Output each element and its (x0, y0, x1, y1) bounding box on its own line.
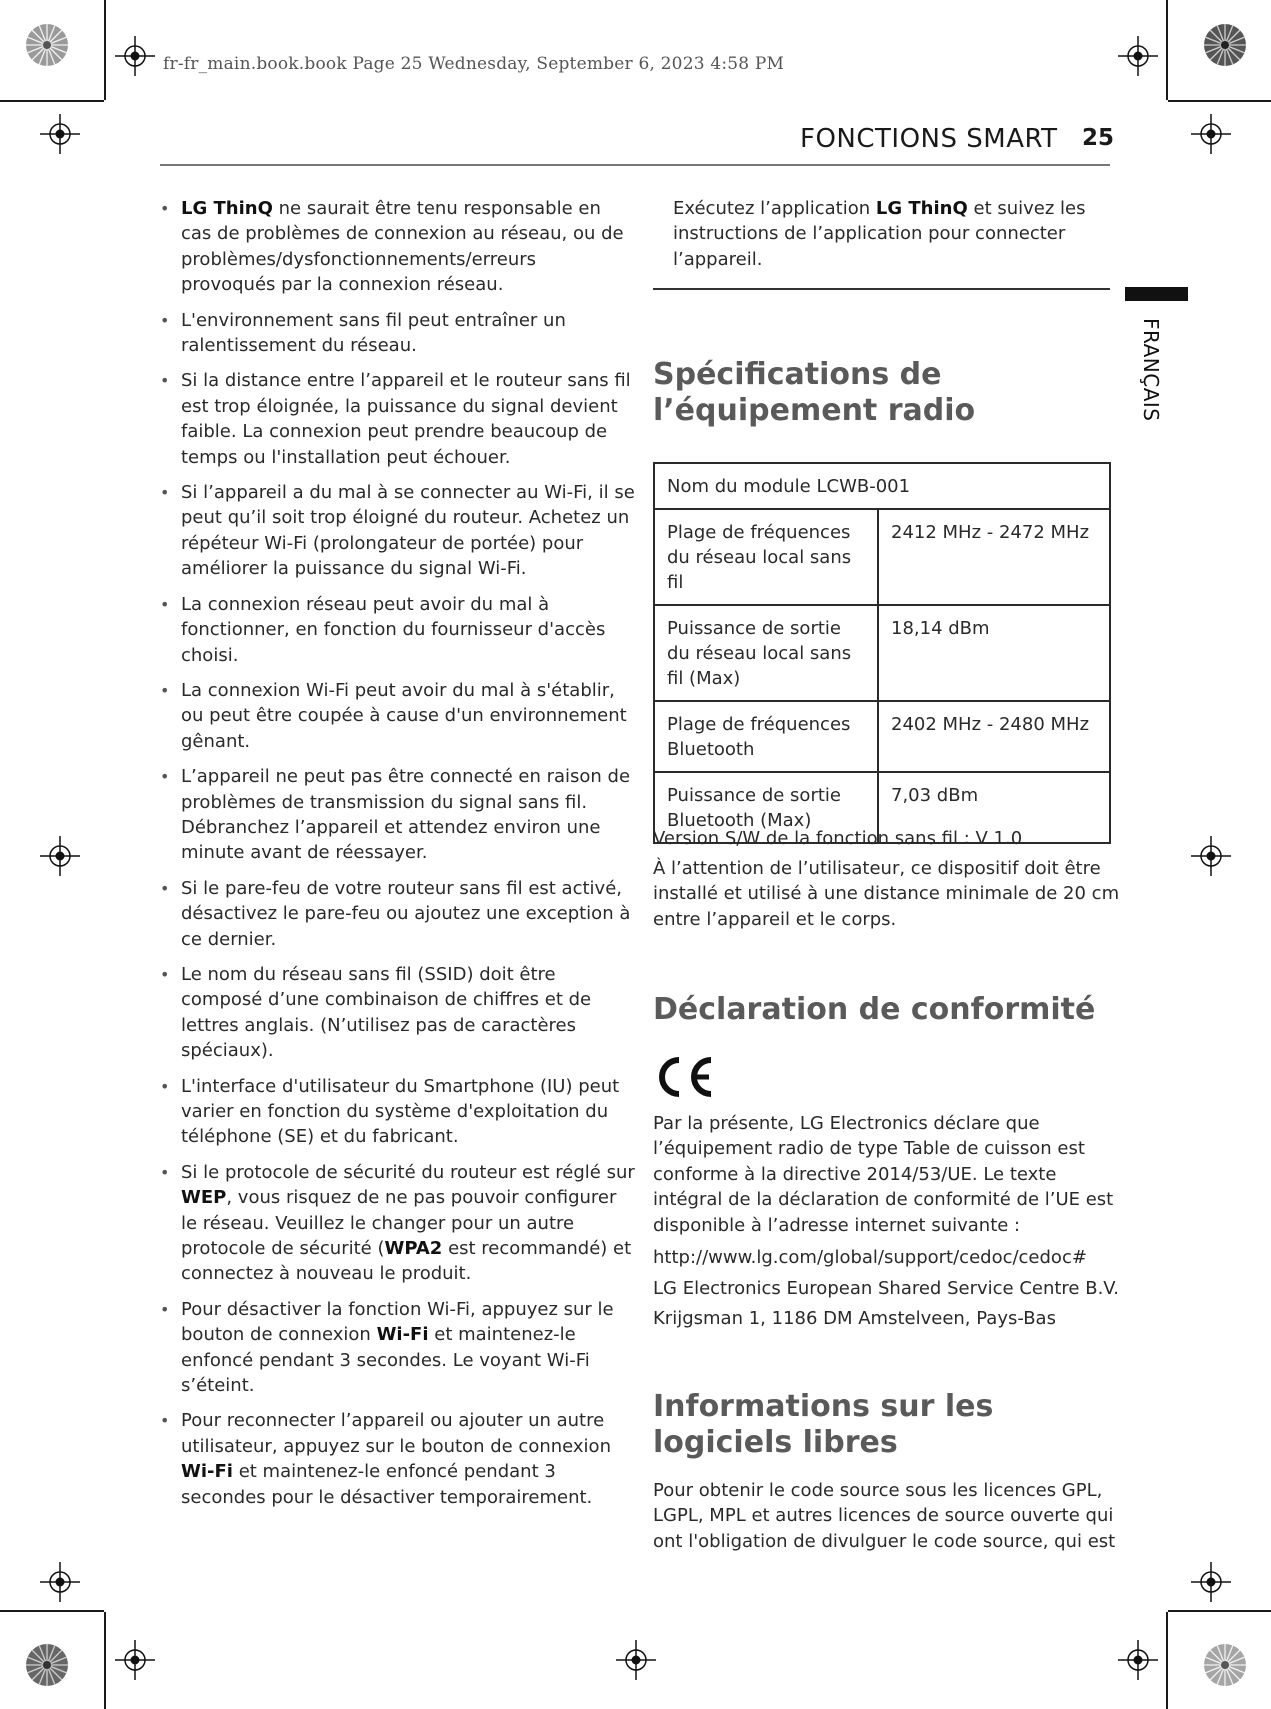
spec-value: 7,03 dBm (878, 772, 1110, 843)
note-item (160, 1408, 635, 1510)
spec-row (654, 463, 1110, 509)
note-bold-term: LG ThinQ (181, 198, 273, 219)
registration-mark-icon (40, 114, 80, 154)
left-column (160, 196, 635, 1520)
running-head-title: FONCTIONS SMART (800, 124, 1058, 154)
spec-value: 2402 MHz - 2480 MHz (878, 701, 1110, 772)
note-item (160, 1297, 635, 1399)
note-item (160, 308, 635, 359)
color-rosette-icon (1203, 23, 1247, 67)
note-text: La connexion Wi-Fi peut avoir du mal à s'établir, ou peut être coupée à cause d'un environnement gênant. (181, 679, 627, 752)
note-bold-term: Wi-Fi (376, 1324, 429, 1346)
spec-label-text: Plage de fréquences Bluetooth (667, 714, 851, 760)
note-item (160, 876, 635, 952)
registration-mark-icon (616, 1640, 656, 1680)
intro-text-after: et suivez les instructions de l’application pour connecter l’appareil. (673, 198, 1086, 270)
spec-row (654, 701, 1110, 772)
notes-list (160, 196, 635, 1510)
color-rosette-icon (25, 1643, 69, 1687)
color-rosette-icon (25, 23, 69, 67)
note-bold-term: WEP (181, 1187, 227, 1209)
print-slug: fr-fr_main.book.book Page 25 Wednesday, September 6, 2023 4:58 PM (163, 54, 785, 74)
spec-value: 18,14 dBm (878, 605, 1110, 701)
spec-label (654, 701, 878, 772)
company-name: LG Electronics European Shared Service Centre B.V. (653, 1278, 1120, 1299)
note-text: L'interface d'utilisateur du Smartphone (IU) peut varier en fonction du système d'exploitation du téléphone (SE) et du fabricant. (181, 1075, 620, 1148)
registration-mark-icon (1191, 836, 1231, 876)
spec-row (654, 605, 1110, 701)
note-item (160, 764, 635, 866)
open-source-text: Pour obtenir le code source sous les licences GPL, LGPL, MPL et autres licences de source ouverte qui ont l'obligation de divulguer le code source, qui est (653, 1480, 1116, 1552)
conformity-url: http://www.lg.com/global/support/cedoc/cedoc# (653, 1247, 1087, 1268)
note-text: Si l’appareil a du mal à se connecter au Wi-Fi, il se peut qu’il soit trop éloigné du routeur. Achetez un répéteur Wi-Fi (prolongateur de portée) pour améliorer la puissance du signal Wi-Fi. (181, 482, 635, 580)
note-text: , vous risquez de ne pas pouvoir configurer le réseau. Veuillez le changer pour un autre protocole de sécurité ( (181, 1187, 617, 1260)
ce-mark-icon (653, 1054, 719, 1100)
color-rosette-icon (1203, 1643, 1247, 1687)
spec-label-text: Plage de fréquences du réseau local sans fil (667, 522, 852, 593)
spec-label-text: Puissance de sortie Bluetooth (Max) (667, 785, 841, 831)
conformity-text: Par la présente, LG Electronics déclare que l’équipement radio de type Table de cuisson est conforme à la directive 2014/53/UE. Le texte intégral de la déclaration de conformité de l’UE est disponible à l’adresse internet suivante : (653, 1113, 1114, 1236)
registration-mark-icon (1191, 1562, 1231, 1602)
note-text: et maintenez-le enfoncé pendant 3 secondes pour le désactiver temporairement. (181, 1461, 593, 1508)
spec-label (654, 463, 1110, 509)
note-item (160, 678, 635, 754)
company-address: Krijgsman 1, 1186 DM Amstelveen, Pays-Bas (653, 1308, 1056, 1329)
spec-label-text: Nom du module (667, 476, 811, 497)
spec-label (654, 605, 878, 701)
page-number: 25 (1082, 125, 1115, 151)
note-item (160, 368, 635, 470)
intro-paragraph (673, 196, 1113, 272)
note-text: La connexion réseau peut avoir du mal à fonctionner, en fonction du fournisseur d'accès choisi. (181, 593, 606, 666)
section-rule (653, 288, 1110, 290)
header-rule (160, 164, 1110, 166)
language-tab-bar (1125, 287, 1188, 301)
spec-value: LCWB-001 (816, 476, 911, 497)
note-item (160, 1160, 635, 1287)
spec-label (654, 509, 878, 605)
sw-version: Version S/W de la fonction sans fil : V 1.0 (653, 828, 1023, 849)
registration-mark-icon (115, 1640, 155, 1680)
intro-text-before: Exécutez l’application (673, 198, 876, 219)
note-text: Si le pare-feu de votre routeur sans fil est activé, désactivez le pare-feu ou ajoutez une exception à ce dernier. (181, 877, 631, 950)
note-text: L’appareil ne peut pas être connecté en raison de problèmes de transmission du signal sans fil. Débranchez l’appareil et attendez environ une minute avant de réessayer. (181, 766, 631, 864)
spec-value: 2412 MHz - 2472 MHz (878, 509, 1110, 605)
registration-mark-icon (115, 36, 155, 76)
registration-mark-icon (1191, 114, 1231, 154)
open-source-heading: Informations sur les logiciels libres (653, 1389, 994, 1460)
note-item (160, 196, 635, 298)
note-text: Le nom du réseau sans fil (SSID) doit être composé d’une combinaison de chiffres et de lettres anglais. (N’utilisez pas de caractères spéciaux). (181, 963, 592, 1062)
note-text: Si le protocole de sécurité du routeur est réglé sur (181, 1161, 635, 1183)
registration-mark-icon (40, 836, 80, 876)
app-name: LG ThinQ (875, 198, 968, 219)
note-text: est recommandé) et connectez à nouveau le produit. (181, 1238, 632, 1285)
note-bold-term: WPA2 (384, 1238, 443, 1260)
language-tab: FRANÇAIS (1139, 318, 1163, 422)
note-bold-term: Wi-Fi (181, 1461, 233, 1483)
conformity-heading: Déclaration de conformité (653, 992, 1096, 1027)
note-text: ne saurait être tenu responsable en cas de problèmes de connexion au réseau, ou de problèmes/dysfonctionnements/erreurs provoqués par la connexion réseau. (181, 198, 624, 296)
spec-label-text: Puissance de sortie du réseau local sans fil (Max) (667, 618, 852, 689)
registration-mark-icon (40, 1562, 80, 1602)
note-text: Pour reconnecter l’appareil ou ajouter un autre utilisateur, appuyez sur le bouton de connexion (181, 1410, 611, 1457)
note-text: et maintenez-le enfoncé pendant 3 secondes. Le voyant Wi-Fi s’éteint. (181, 1324, 590, 1397)
note-item (160, 962, 635, 1064)
registration-mark-icon (1118, 36, 1158, 76)
note-item (160, 592, 635, 668)
registration-mark-icon (1118, 1640, 1158, 1680)
spec-row (654, 509, 1110, 605)
note-text: Pour désactiver la fonction Wi-Fi, appuyez sur le bouton de connexion (181, 1298, 614, 1346)
note-text: L'environnement sans fil peut entraîner un ralentissement du réseau. (181, 309, 566, 357)
user-attention-notice: À l’attention de l’utilisateur, ce dispositif doit être installé et utilisé à une distance minimale de 20 cm entre l’appareil et le corps. (653, 858, 1120, 930)
note-text: Si la distance entre l’appareil et le routeur sans fil est trop éloignée, la puissance du signal devient faible. La connexion peut prendre beaucoup de temps ou l'installation peut échouer. (181, 370, 631, 468)
note-item (160, 1074, 635, 1150)
radio-specs-table (653, 462, 1111, 844)
note-item (160, 480, 635, 582)
radio-specs-heading: Spécifications de l’équipement radio (653, 357, 976, 428)
